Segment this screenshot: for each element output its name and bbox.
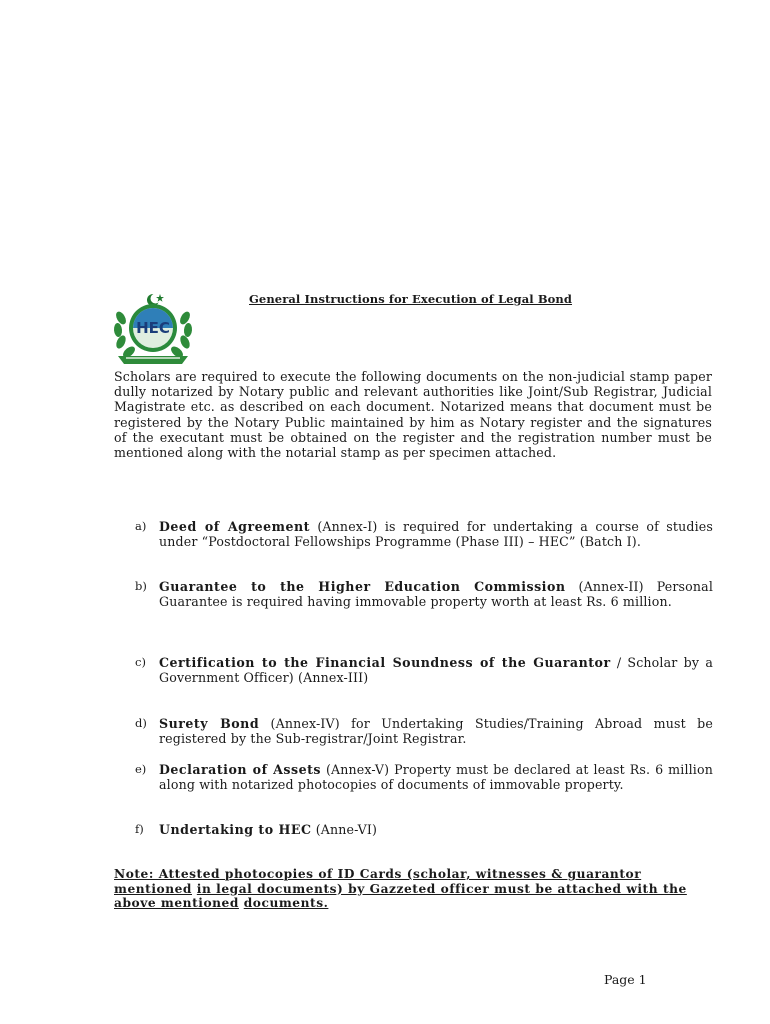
list-letter: a) xyxy=(135,519,147,533)
list-letter: c) xyxy=(135,655,146,669)
list-letter: d) xyxy=(135,716,147,730)
item-heading: Guarantee to the Higher Education Commission xyxy=(159,579,566,594)
list-item xyxy=(135,716,713,746)
list-item xyxy=(135,579,713,609)
item-heading: Deed of Agreement xyxy=(159,519,310,534)
hec-logo xyxy=(112,290,194,368)
list-letter: b) xyxy=(135,579,147,593)
list-item xyxy=(135,519,713,549)
item-text: / Scholar by a Government Officer) (Annex-III) xyxy=(159,655,713,686)
item-heading: Undertaking to HEC xyxy=(159,822,312,837)
item-text: (Annex-II) Personal Guarantee is required having immovable property worth at least Rs. 6 million. xyxy=(159,579,713,610)
item-text: (Annex-IV) for Undertaking Studies/Training Abroad must be registered by the Sub-registrar/Joint Registrar. xyxy=(159,716,713,747)
note-text: in legal documents) by Gazzeted officer must be attached with the above mentioned xyxy=(114,881,687,911)
note-paragraph xyxy=(114,867,714,911)
item-text: (Annex-I) is required for undertaking a course of studies under “Postdoctoral Fellowships Programme (Phase III) – HEC” (Batch I). xyxy=(159,519,713,550)
page-title: General Instructions for Execution of Legal Bond xyxy=(249,292,573,306)
note-text: Note: Attested photocopies of ID Cards (scholar, witnesses & guarantor mentioned xyxy=(114,867,642,896)
list-letter: f) xyxy=(135,822,144,836)
intro-paragraph: Scholars are required to execute the following documents on the non-judicial stamp paper dully notarized by Notary public and relevant authorities like Joint/Sub Registrar, Judicial Magistrate etc. as described on each document. Notarized means that document must be registered by the Notary Public maintained by him as Notary register and the signatures of the executant must be obtained on the register and the registration number must be mentioned along with the notarial stamp as per specimen attached. xyxy=(114,369,712,461)
item-text: (Annex-V) Property must be declared at least Rs. 6 million along with notarized photocopies of documents of immovable property. xyxy=(159,762,713,793)
item-text: (Anne-VI) xyxy=(311,822,378,837)
list-item xyxy=(135,762,713,792)
item-heading: Surety Bond xyxy=(159,716,260,731)
svg-text:HEC: HEC xyxy=(136,319,170,337)
item-heading: Declaration of Assets xyxy=(159,762,322,777)
page-number: Page 1 xyxy=(604,972,647,987)
note-text: documents. xyxy=(243,896,329,911)
list-item xyxy=(135,822,713,837)
list-item xyxy=(135,655,713,685)
item-heading: Certification to the Financial Soundness of the Guarantor xyxy=(159,655,611,670)
list-letter: e) xyxy=(135,762,147,776)
